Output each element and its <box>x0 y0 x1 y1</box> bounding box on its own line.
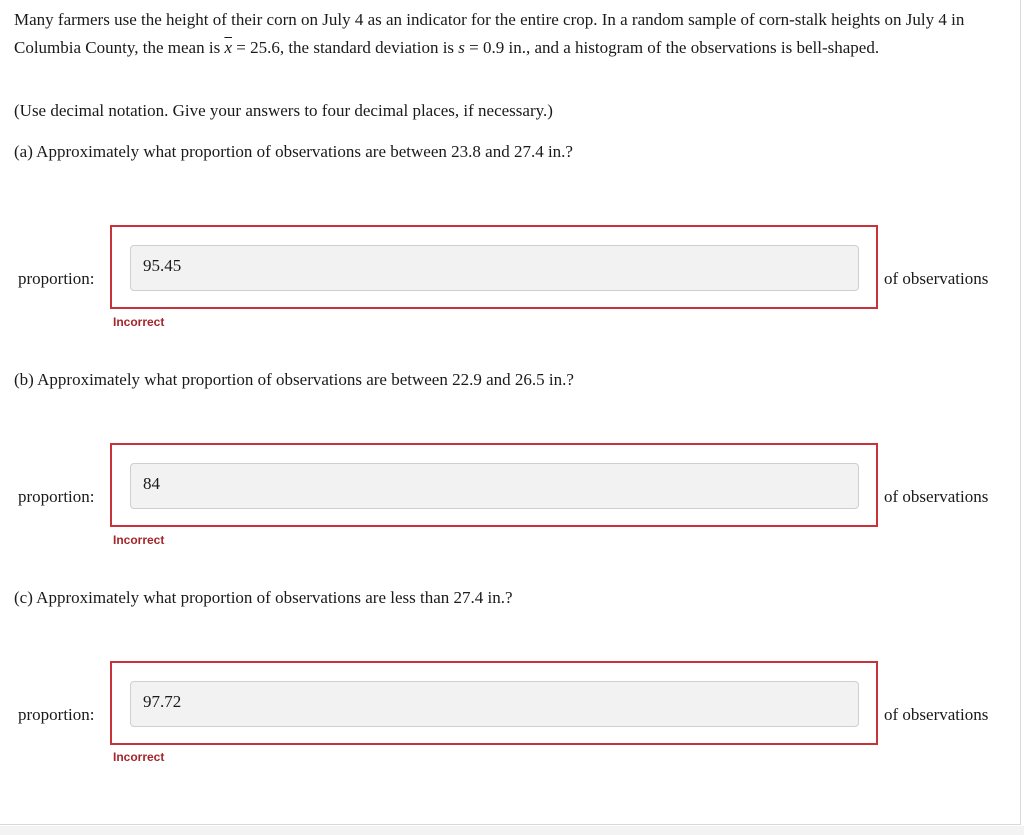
proportion-label-b: proportion: <box>18 487 95 506</box>
incorrect-feedback-b: Incorrect <box>113 533 165 547</box>
problem-statement <box>14 6 1004 62</box>
question-a: (a) Approximately what proportion of observations are between 23.8 and 27.4 in.? <box>14 142 573 161</box>
answer-box-b <box>110 443 878 527</box>
proportion-input-b[interactable]: 84 <box>130 463 859 509</box>
proportion-label-a: proportion: <box>18 269 95 288</box>
proportion-label-c: proportion: <box>18 705 95 724</box>
intro-text-3: = 0.9 in., and a histogram of the observations is bell-shaped. <box>464 38 880 57</box>
std-dev-symbol: s <box>458 38 465 57</box>
question-b: (b) Approximately what proportion of observations are between 22.9 and 26.5 in.? <box>14 370 574 389</box>
intro-text-1: Many farmers use the height of their corn on July 4 as an indicator for the entire crop. In a random sample of corn-stalk heights on July 4 in Columbia County, the mean is <box>14 10 965 57</box>
unit-label-a: of observations <box>884 269 989 288</box>
answer-box-a <box>110 225 878 309</box>
intro-text-2: = 25.6, the standard deviation is <box>231 38 459 57</box>
instructions: (Use decimal notation. Give your answers to four decimal places, if necessary.) <box>14 101 553 120</box>
proportion-input-a[interactable]: 95.45 <box>130 245 859 291</box>
incorrect-feedback-c: Incorrect <box>113 750 165 764</box>
page-bottom-shade <box>0 826 1024 835</box>
sample-mean-symbol: $\overline{x}$ <box>224 38 232 57</box>
unit-label-b: of observations <box>884 487 989 506</box>
unit-label-c: of observations <box>884 705 989 724</box>
proportion-input-c[interactable]: 97.72 <box>130 681 859 727</box>
incorrect-feedback-a: Incorrect <box>113 315 165 329</box>
question-c: (c) Approximately what proportion of observations are less than 27.4 in.? <box>14 588 513 607</box>
answer-box-c <box>110 661 878 745</box>
